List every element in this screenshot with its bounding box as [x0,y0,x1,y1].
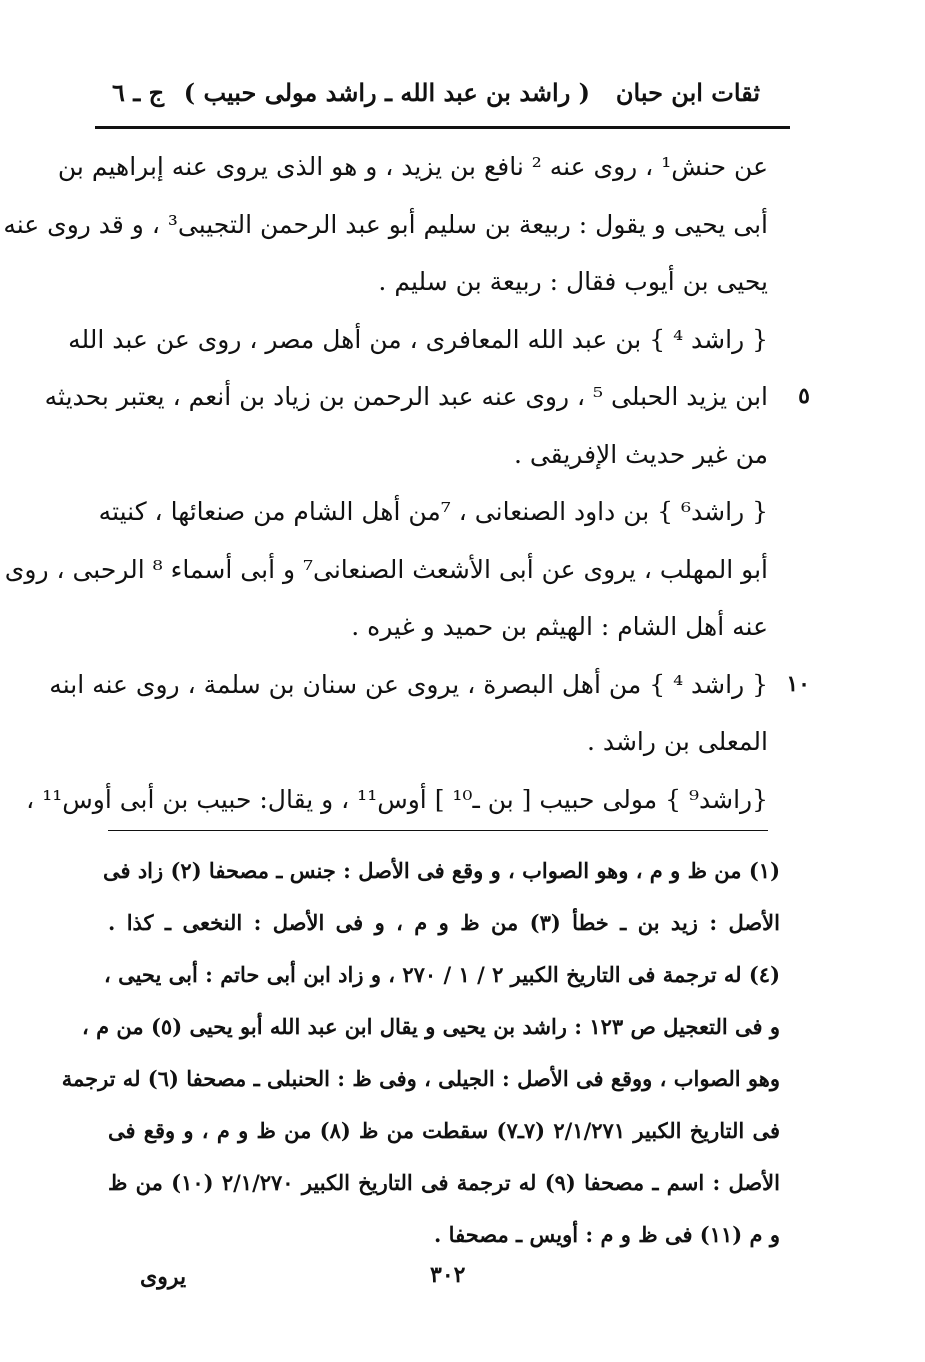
text-line [26,771,768,829]
text-line [98,483,768,541]
page-footer [100,1262,790,1302]
footnote-line: وهو الصواب ، ووقع فى الأصل : الجيلى ، وفى ظ : الحنبلى ـ مصحفا (٦) له ترجمة [61,1066,780,1091]
volume-label: ج ـ ٦ [112,78,165,107]
footnote-line: فى التاريخ الكبير ٢/١/٢٧١ (٧ـ٧) سقطت من ظ (٨) من ظ و م ، و وقع فى [108,1118,781,1143]
section-range: ( راشد بن عبد الله ـ راشد مولى حبيب ) [183,78,590,107]
text-line [108,253,768,311]
footnote-line: الأصل : زيد بن ـ خطأ (٣) من ظ و م ، و فى الأصل : النخعى ـ كذا . [108,910,780,935]
text-line [108,598,768,656]
line-text: عن حنش¹ ، روى عنه ² نافع بن يزيد ، و هو الذى يروى عنه إبراهيم بن [57,152,768,181]
footnote-line: الأصل : اسم ـ مصحفا (٩) له ترجمة فى التاريخ الكبير ٢/١/٢٧٠ (١٠) من ظ [108,1170,780,1195]
footnote-line: (١) من ظ و م ، وهو الصواب ، و وقع فى الأصل : جنس ـ مصحفا (٢) زاد فى [102,858,780,883]
text-line [4,541,768,599]
text-line [49,656,810,714]
line-text: أبى يحيى و يقول : ربيعة بن سليم أبو عبد الرحمن التجيبى³ ، و قد روى عنه [3,209,768,239]
text-line [3,196,768,254]
running-header [100,78,790,118]
main-text [3,138,810,828]
catchword: يروى [140,1264,187,1290]
text-line [57,138,768,196]
text-line [68,311,768,369]
line-text: من غير حديث الإفريقى . [513,439,768,469]
line-text: {راشد⁹ } مولى حبيب [ بن ـ¹⁰ ] أوس¹¹ ، و يقال: حبيب بن أبى أوس¹¹ ، [26,784,768,814]
line-text: أبو المهلب ، يروى عن أبى الأشعث الصنعانى⁷ و أبى أسماء ⁸ الرحبى ، روى [4,554,768,584]
line-text: { راشد ⁴ } من أهل البصرة ، يروى عن سنان بن سلمة ، روى عنه ابنه [49,669,768,699]
footnote-divider [108,830,768,831]
header-divider [95,126,790,129]
line-number: ٥ [798,383,810,409]
footnote-line: (٤) له ترجمة فى التاريخ الكبير ٢ / ١ / ٢٧٠ ، و زاد ابن أبى حاتم : أبى يحيى ، [104,962,780,987]
footnote-line: و م (١١) فى ظ و م : أويس ـ مصحفا . [434,1222,780,1247]
page-number: ٣٠٢ [430,1262,466,1288]
footnotes [61,845,781,1261]
book-title: ثقات ابن حبان [615,78,760,107]
text-line [44,368,810,426]
line-number: ١٠ [786,670,810,697]
line-text: المعلى بن راشد . [586,727,768,756]
footnote-line: و فى التعجيل ص ١٢٣ : راشد بن يحيى و يقال ابن عبد الله أبو يحيى (٥) من م ، [82,1014,780,1039]
line-text: { راشد⁶ } بن داود الصنعانى ، ⁷من أهل الشام من صنعائها ، كنيته [98,497,768,526]
line-text: يحيى بن أيوب فقال : ربيعة بن سليم . [378,267,768,296]
text-line [108,426,768,484]
text-line [108,713,768,771]
line-text: ابن يزيد الحبلى ⁵ ، روى عنه عبد الرحمن بن زياد بن أنعم ، يعتبر بحديثه [44,382,768,411]
line-text: عنه أهل الشام : الهيثم بن حميد و غيره . [351,612,768,641]
line-text: { راشد ⁴ } بن عبد الله المعافرى ، من أهل مصر ، روى عن عبد الله [68,324,768,354]
